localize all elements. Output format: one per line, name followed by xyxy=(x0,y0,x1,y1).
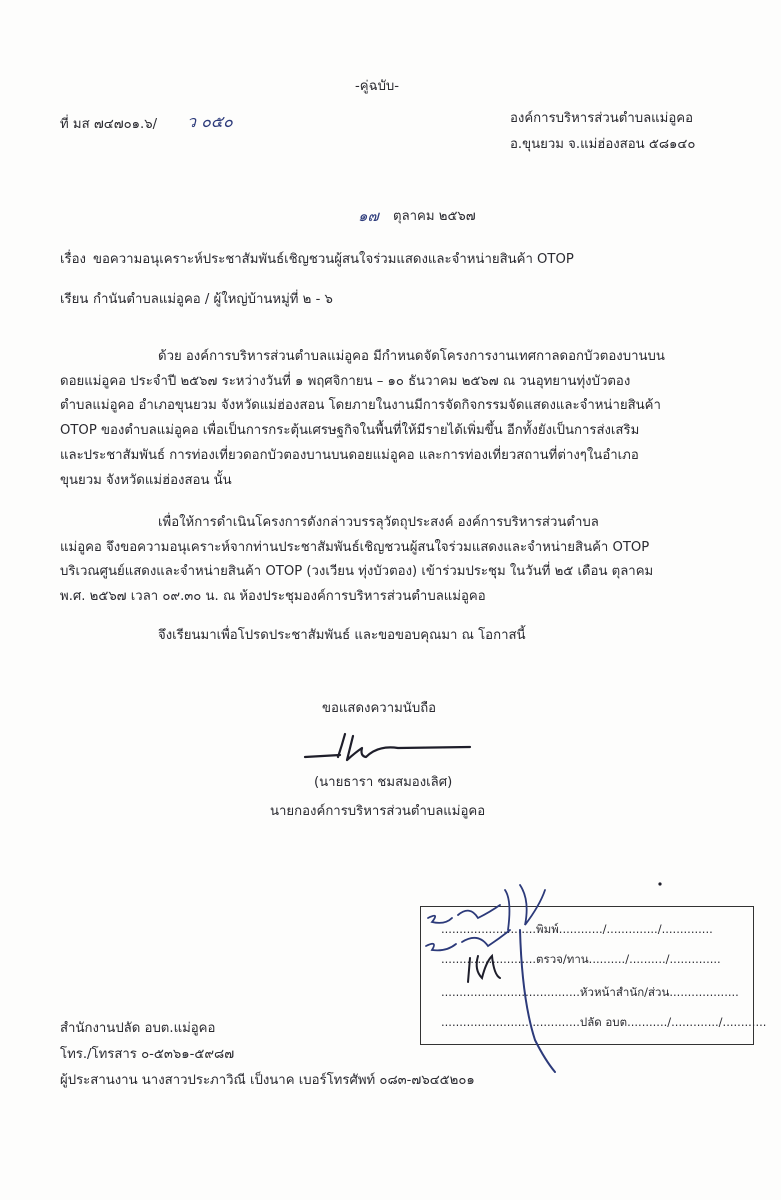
paragraph-line: ด้วย องค์การบริหารส่วนตำบลแม่อูคอ มีกำหนดจัดโครงการงานเทศกาลดอกบัวตองบานบน xyxy=(158,349,665,364)
approval-row-checker: ..........................ตรวจ/ทาน........../........../.............. xyxy=(441,952,721,966)
recipient-text: กำนันตำบลแม่อูคอ / ผู้ใหญ่บ้านหมู่ที่ ๒ - ๖ xyxy=(93,292,333,307)
signer-name: (นายธารา ชมสมองเลิศ) xyxy=(314,775,453,790)
date-day-handwritten: ๑๗ xyxy=(358,207,379,225)
copy-label: -คู่ฉบับ- xyxy=(355,79,400,94)
footer-coordinator: ผู้ประสานงาน นางสาวประภาวิณี เป็งนาค เบอร์โทรศัพท์ ๐๘๓-๗๖๔๕๒๐๑ xyxy=(60,1073,475,1088)
paragraph-line: ดอยแม่อูคอ ประจำปี ๒๕๖๗ ระหว่างวันที่ ๑ พฤศจิกายน – ๑๐ ธันวาคม ๒๕๖๗ ณ วนอุทยานทุ่งบัวตอง xyxy=(60,373,631,389)
body-paragraph-3: จึงเรียนมาเพื่อโปรดประชาสัมพันธ์ และขอขอบคุณมา ณ โอกาสนี้ xyxy=(158,628,526,643)
footer-office: สำนักงานปลัด อบต.แม่อูคอ xyxy=(60,1021,216,1036)
paragraph-line: เพื่อให้การดำเนินโครงการดังกล่าวบรรลุวัตถุประสงค์ องค์การบริหารส่วนตำบล xyxy=(158,515,599,530)
body-paragraph-2 xyxy=(60,511,722,610)
paragraph-line: แม่อูคอ จึงขอความอนุเคราะห์จากท่านประชาสัมพันธ์เชิญชวนผู้สนใจร่วมแสดงและจำหน่ายสินค้า OTOP xyxy=(60,539,650,555)
body-paragraph-1 xyxy=(60,345,722,493)
reference-prefix: ที่ มส ๗๔๗๐๑.๖/ xyxy=(60,117,158,132)
paragraph-line: ขุนยวม จังหวัดแม่ฮ่องสอน นั้น xyxy=(60,472,232,488)
paragraph-line: และประชาสัมพันธ์ การท่องเที่ยวดอกบัวตองบานบนดอยแม่อูคอ และการท่องเที่ยวสถานที่ต่างๆในอำเภอ xyxy=(60,447,639,463)
reference-number-handwritten: ว ๐๕๐ xyxy=(187,112,233,131)
date-month-year: ตุลาคม ๒๕๖๗ xyxy=(393,209,476,224)
footer-phone: โทร./โทรสาร ๐-๕๓๖๑-๕๙๘๗ xyxy=(60,1047,235,1062)
paragraph-line: OTOP ของตำบลแม่อูคอ เพื่อเป็นการกระตุ้นเศรษฐกิจในพื้นที่ให้มีรายได้เพิ่มขึ้น อีกทั้งยังเป็นการส่งเสริม xyxy=(60,423,640,439)
closing-phrase: ขอแสดงความนับถือ xyxy=(322,701,437,716)
paragraph-line: ตำบลแม่อูคอ อำเภอขุนยวม จังหวัดแม่ฮ่องสอน โดยภายในงานมีการจัดกิจกรรมจัดแสดงและจำหน่ายสินค้า xyxy=(60,398,661,414)
paragraph-line: พ.ศ. ๒๕๖๗ เวลา ๐๙.๓๐ น. ณ ห้องประชุมองค์การบริหารส่วนตำบลแม่อูคอ xyxy=(60,589,486,605)
subject-text: ขอความอนุเคราะห์ประชาสัมพันธ์เชิญชวนผู้สนใจร่วมแสดงและจำหน่ายสินค้า OTOP xyxy=(93,252,574,267)
paragraph-line: บริเวณศูนย์แสดงและจำหน่ายสินค้า OTOP (วงเวียน ทุ่งบัวตอง) เข้าร่วมประชุม ในวันที่ ๒๕ เดือน ตุลาคม xyxy=(60,564,654,580)
approval-row-typist: ..........................พิมพ์............/............../.............. xyxy=(441,922,713,936)
org-name: องค์การบริหารส่วนตำบลแม่อูคอ xyxy=(510,111,694,126)
approval-row-chief: ......................................ปลัด อบต.........../............./............ xyxy=(441,1015,767,1029)
subject-label: เรื่อง xyxy=(60,252,86,267)
org-address: อ.ขุนยวม จ.แม่ฮ่องสอน ๕๘๑๔๐ xyxy=(510,137,696,152)
signer-position: นายกองค์การบริหารส่วนตำบลแม่อูคอ xyxy=(270,804,486,819)
recipient-label: เรียน xyxy=(60,292,89,307)
approval-box xyxy=(420,906,767,1045)
approval-row-head: ......................................หัวหน้าสำนัก/ส่วน................... xyxy=(441,985,739,999)
